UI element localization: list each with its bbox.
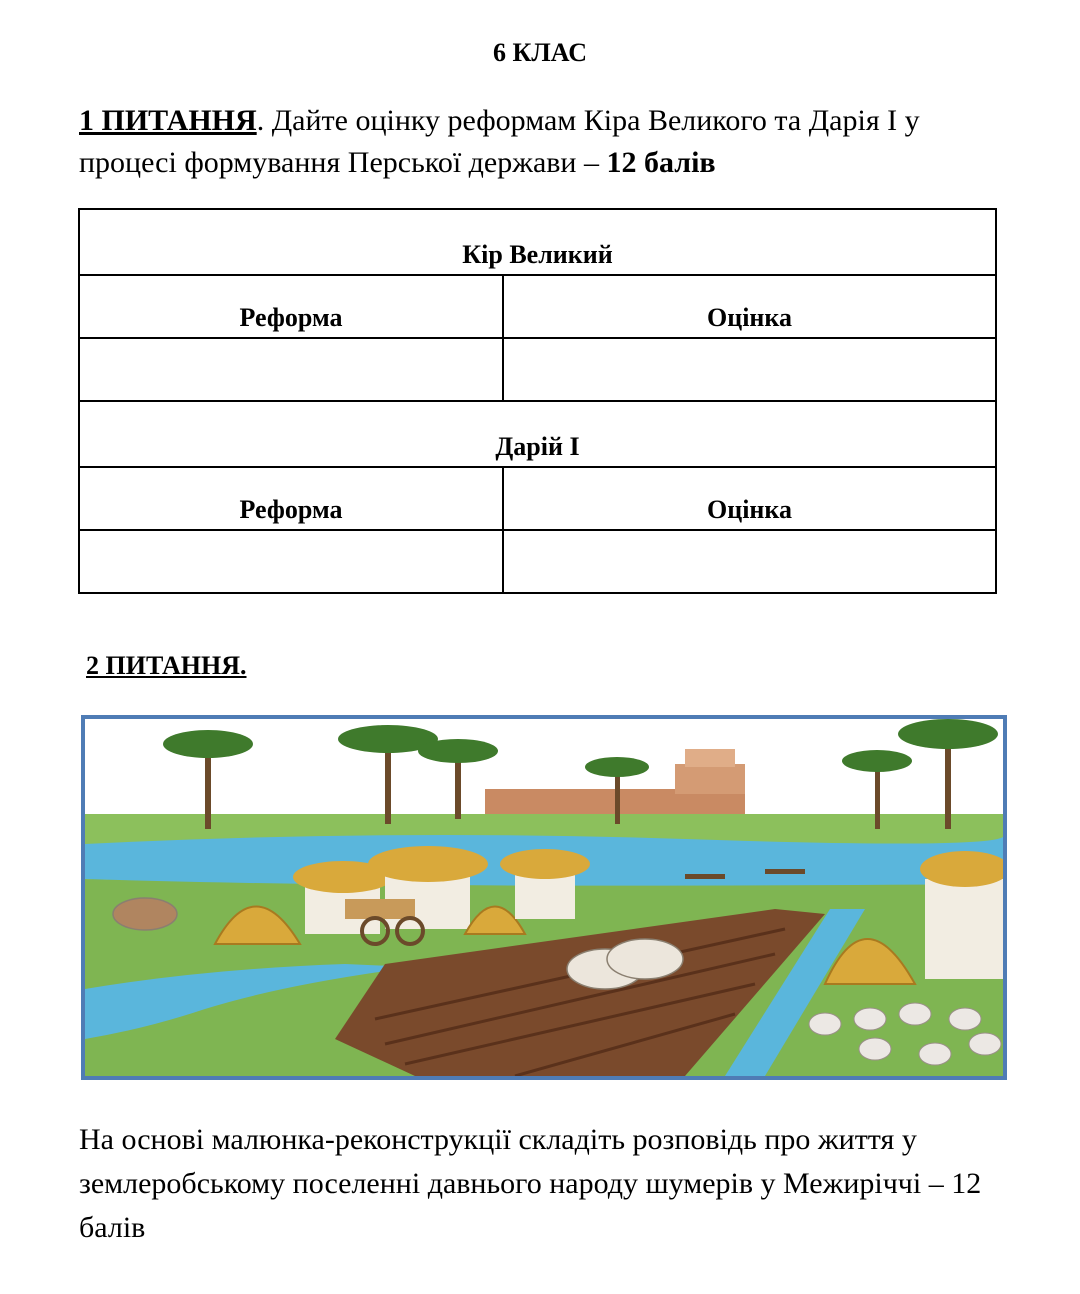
table-cell-empty[interactable] <box>79 338 503 401</box>
table-cell-empty[interactable] <box>79 530 503 593</box>
table-section-title-cyrus: Кір Великий <box>79 209 996 275</box>
table-section-title-darius: Дарій I <box>79 401 996 467</box>
grade-title: 6 КЛАС <box>493 38 587 67</box>
table-header-reform: Реформа <box>79 275 503 338</box>
reforms-table <box>78 208 997 594</box>
illustration-svg <box>85 719 1003 1076</box>
question-1-text: . Дайте оцінку реформам Кіра Великого та Дарія I у процесі формування Перської держави – <box>79 104 920 179</box>
question-1-label: 1 ПИТАННЯ <box>79 104 257 137</box>
table-header-assessment: Оцінка <box>503 467 996 530</box>
table-cell-empty[interactable] <box>503 530 996 593</box>
question-1 <box>79 100 1019 184</box>
question-2-label: 2 ПИТАННЯ. <box>86 651 247 680</box>
table-header-reform: Реформа <box>79 467 503 530</box>
question-1-points: 12 балів <box>606 146 716 179</box>
sumerian-village-illustration <box>81 715 1007 1080</box>
table-cell-empty[interactable] <box>503 338 996 401</box>
table-header-assessment: Оцінка <box>503 275 996 338</box>
question-2-text: На основі малюнка-реконструкції складіть розповідь про життя у землеробському поселенні давнього народу шумерів у Межиріччі – 12 балів <box>79 1123 982 1244</box>
